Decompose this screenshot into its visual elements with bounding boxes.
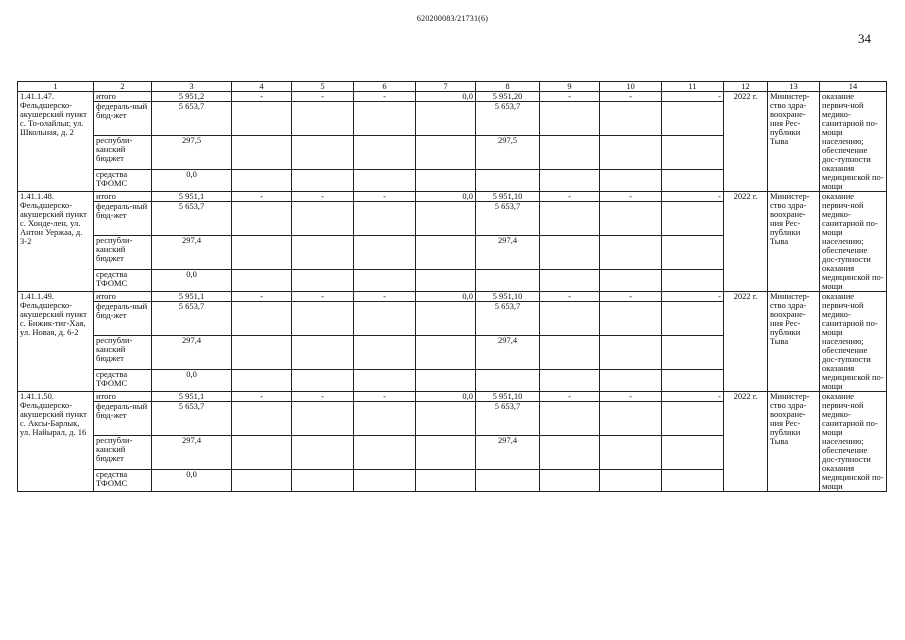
empty-cell-col9 [540,202,600,236]
ministry-cell: Министер-ство здра-воохране-ния Рес-публики Тыва [768,292,820,392]
source-label-cell: итого [94,292,152,302]
source-label-cell: средства ТФОМС [94,470,152,492]
value-cell-col8: 297,4 [476,436,540,470]
empty-cell-col5 [292,102,354,136]
empty-cell-col5 [292,302,354,336]
value-cell-col7: 0,0 [416,392,476,402]
value-cell-total: 0,0 [152,370,232,392]
value-cell-col6: - [354,392,416,402]
empty-cell-col6 [354,302,416,336]
empty-cell-col5 [292,236,354,270]
empty-cell-col11 [662,170,724,192]
year-cell: 2022 г. [724,292,768,392]
value-cell-total: 0,0 [152,170,232,192]
empty-cell-col11 [662,136,724,170]
empty-cell-col10 [600,370,662,392]
empty-cell-col6 [354,102,416,136]
object-name-cell: 1.41.1.49. Фельдшерско-акушерский пункт с. Бижик-тиг-Хая, ул. Новая, д. 6-2 [18,292,94,392]
value-cell-total: 5 951,1 [152,192,232,202]
empty-cell-col5 [292,136,354,170]
value-cell-col11: - [662,292,724,302]
value-cell-col4: - [232,292,292,302]
empty-cell-col4 [232,302,292,336]
ministry-cell: Министер-ство здра-воохране-ния Рес-публики Тыва [768,92,820,192]
value-cell-total: 5 951,1 [152,392,232,402]
value-cell-col7: 0,0 [416,192,476,202]
empty-cell-col4 [232,336,292,370]
ministry-cell: Министер-ство здра-воохране-ния Рес-публики Тыва [768,392,820,492]
empty-cell-col10 [600,402,662,436]
empty-cell-col6 [354,336,416,370]
table-row [18,192,887,202]
page-number: 34 [858,31,871,46]
empty-cell-col6 [354,402,416,436]
empty-cell-col9 [540,436,600,470]
value-cell-total: 0,0 [152,470,232,492]
empty-cell-col9 [540,102,600,136]
empty-cell-col7 [416,402,476,436]
value-cell-col9: - [540,92,600,102]
result-cell: оказание первич-ной медико-санитарной по-мощи населению; обеспечение дос-тупности оказания медицинской по-мощи [820,92,887,192]
value-cell-total: 5 653,7 [152,202,232,236]
year-cell: 2022 г. [724,192,768,292]
value-cell-col7: 0,0 [416,292,476,302]
value-cell-total: 297,4 [152,336,232,370]
empty-cell-col5 [292,370,354,392]
empty-cell-col10 [600,136,662,170]
value-cell-total: 0,0 [152,270,232,292]
empty-cell-col10 [600,470,662,492]
empty-cell-col6 [354,370,416,392]
value-cell-col6: - [354,192,416,202]
value-cell-col8 [476,370,540,392]
value-cell-col10: - [600,292,662,302]
value-cell-col8: 5 653,7 [476,202,540,236]
empty-cell-col10 [600,202,662,236]
header-cell: 12 [724,82,768,92]
header-cell: 6 [354,82,416,92]
value-cell-col11: - [662,392,724,402]
value-cell-total: 297,4 [152,236,232,270]
empty-cell-col9 [540,170,600,192]
value-cell-col8: 5 653,7 [476,402,540,436]
empty-cell-col10 [600,102,662,136]
empty-cell-col11 [662,370,724,392]
result-cell: оказание первич-ной медико-санитарной по-мощи населению; обеспечение дос-тупности оказания медицинской по-мощи [820,292,887,392]
value-cell-col5: - [292,92,354,102]
empty-cell-col4 [232,236,292,270]
empty-cell-col7 [416,302,476,336]
value-cell-col8 [476,470,540,492]
empty-cell-col5 [292,436,354,470]
value-cell-total: 5 951,2 [152,92,232,102]
empty-cell-col7 [416,170,476,192]
source-label-cell: средства ТФОМС [94,270,152,292]
result-cell: оказание первич-ной медико-санитарной по-мощи населению; обеспечение дос-тупности оказания медицинской по-мощи [820,192,887,292]
empty-cell-col6 [354,136,416,170]
value-cell-col6: - [354,92,416,102]
value-cell-col10: - [600,392,662,402]
empty-cell-col4 [232,136,292,170]
object-name-cell: 1.41.1.48. Фельдшерско-акушерский пункт с. Хонде-лен, ул. Антон Уержаа, д. 3-2 [18,192,94,292]
value-cell-col8: 297,4 [476,336,540,370]
source-label-cell: итого [94,192,152,202]
empty-cell-col9 [540,136,600,170]
value-cell-col11: - [662,92,724,102]
empty-cell-col6 [354,436,416,470]
empty-cell-col9 [540,336,600,370]
empty-cell-col11 [662,402,724,436]
ministry-cell: Министер-ство здра-воохране-ния Рес-публики Тыва [768,192,820,292]
empty-cell-col4 [232,470,292,492]
value-cell-total: 5 653,7 [152,102,232,136]
empty-cell-col7 [416,370,476,392]
value-cell-col9: - [540,392,600,402]
value-cell-total: 297,4 [152,436,232,470]
empty-cell-col7 [416,136,476,170]
empty-cell-col11 [662,270,724,292]
document-number: 620200083/21731(6) [416,14,489,23]
value-cell-col8 [476,170,540,192]
source-label-cell: федераль-ный бюд-жет [94,102,152,136]
source-label-cell: республи-канский бюджет [94,336,152,370]
empty-cell-col4 [232,402,292,436]
empty-cell-col4 [232,170,292,192]
empty-cell-col5 [292,202,354,236]
source-label-cell: итого [94,92,152,102]
empty-cell-col6 [354,270,416,292]
value-cell-col8: 5 951,10 [476,292,540,302]
table-row [18,92,887,102]
result-cell: оказание первич-ной медико-санитарной по-мощи населению; обеспечение дос-тупности оказания медицинской по-мощи [820,392,887,492]
header-cell: 5 [292,82,354,92]
header-cell: 14 [820,82,887,92]
empty-cell-col4 [232,202,292,236]
value-cell-col5: - [292,292,354,302]
source-label-cell: средства ТФОМС [94,170,152,192]
budget-table [17,81,887,492]
header-cell: 9 [540,82,600,92]
value-cell-col5: - [292,192,354,202]
empty-cell-col10 [600,270,662,292]
header-cell: 10 [600,82,662,92]
source-label-cell: республи-канский бюджет [94,236,152,270]
value-cell-col9: - [540,292,600,302]
empty-cell-col7 [416,102,476,136]
source-label-cell: федераль-ный бюд-жет [94,202,152,236]
empty-cell-col9 [540,302,600,336]
value-cell-col6: - [354,292,416,302]
empty-cell-col11 [662,102,724,136]
header-cell: 4 [232,82,292,92]
value-cell-col8: 5 951,10 [476,392,540,402]
empty-cell-col4 [232,370,292,392]
header-cell: 8 [476,82,540,92]
value-cell-total: 5 951,1 [152,292,232,302]
empty-cell-col10 [600,336,662,370]
empty-cell-col7 [416,470,476,492]
source-label-cell: федераль-ный бюд-жет [94,302,152,336]
empty-cell-col9 [540,236,600,270]
empty-cell-col4 [232,102,292,136]
value-cell-col4: - [232,192,292,202]
empty-cell-col5 [292,470,354,492]
source-label-cell: республи-канский бюджет [94,136,152,170]
object-name-cell: 1.41.1.50. Фельдшерско-акушерский пункт с. Аксы-Барлык, ул. Найырал, д. 16 [18,392,94,492]
value-cell-col5: - [292,392,354,402]
empty-cell-col11 [662,202,724,236]
header-cell: 13 [768,82,820,92]
empty-cell-col7 [416,436,476,470]
empty-cell-col10 [600,302,662,336]
empty-cell-col11 [662,436,724,470]
value-cell-col8: 297,4 [476,236,540,270]
table-row [18,292,887,302]
object-name-cell: 1.41.1.47. Фельдшерско-акушерский пункт с. То-олайлыг, ул. Школьная, д. 2 [18,92,94,192]
value-cell-col10: - [600,192,662,202]
header-cell: 7 [416,82,476,92]
source-label-cell: итого [94,392,152,402]
header-cell: 2 [94,82,152,92]
empty-cell-col6 [354,170,416,192]
source-label-cell: федераль-ный бюд-жет [94,402,152,436]
empty-cell-col4 [232,436,292,470]
value-cell-total: 297,5 [152,136,232,170]
empty-cell-col5 [292,270,354,292]
empty-cell-col11 [662,302,724,336]
source-label-cell: республи-канский бюджет [94,436,152,470]
value-cell-col10: - [600,92,662,102]
value-cell-total: 5 653,7 [152,302,232,336]
header-cell: 1 [18,82,94,92]
header-row [18,82,887,92]
empty-cell-col10 [600,236,662,270]
empty-cell-col9 [540,470,600,492]
empty-cell-col10 [600,436,662,470]
value-cell-col7: 0,0 [416,92,476,102]
value-cell-col4: - [232,92,292,102]
empty-cell-col7 [416,270,476,292]
value-cell-col8: 5 951,20 [476,92,540,102]
empty-cell-col6 [354,202,416,236]
empty-cell-col7 [416,236,476,270]
empty-cell-col11 [662,336,724,370]
header-cell: 11 [662,82,724,92]
value-cell-col4: - [232,392,292,402]
source-label-cell: средства ТФОМС [94,370,152,392]
year-cell: 2022 г. [724,392,768,492]
empty-cell-col7 [416,202,476,236]
empty-cell-col7 [416,336,476,370]
empty-cell-col4 [232,270,292,292]
year-cell: 2022 г. [724,92,768,192]
value-cell-col8 [476,270,540,292]
empty-cell-col9 [540,270,600,292]
empty-cell-col6 [354,470,416,492]
empty-cell-col9 [540,370,600,392]
header-cell: 3 [152,82,232,92]
table-row [18,392,887,402]
value-cell-col8: 5 653,7 [476,302,540,336]
value-cell-total: 5 653,7 [152,402,232,436]
value-cell-col11: - [662,192,724,202]
empty-cell-col5 [292,170,354,192]
empty-cell-col9 [540,402,600,436]
empty-cell-col11 [662,236,724,270]
empty-cell-col5 [292,402,354,436]
value-cell-col8: 5 653,7 [476,102,540,136]
value-cell-col9: - [540,192,600,202]
value-cell-col8: 297,5 [476,136,540,170]
empty-cell-col11 [662,470,724,492]
empty-cell-col6 [354,236,416,270]
empty-cell-col10 [600,170,662,192]
empty-cell-col5 [292,336,354,370]
table-body [18,82,887,492]
value-cell-col8: 5 951,10 [476,192,540,202]
